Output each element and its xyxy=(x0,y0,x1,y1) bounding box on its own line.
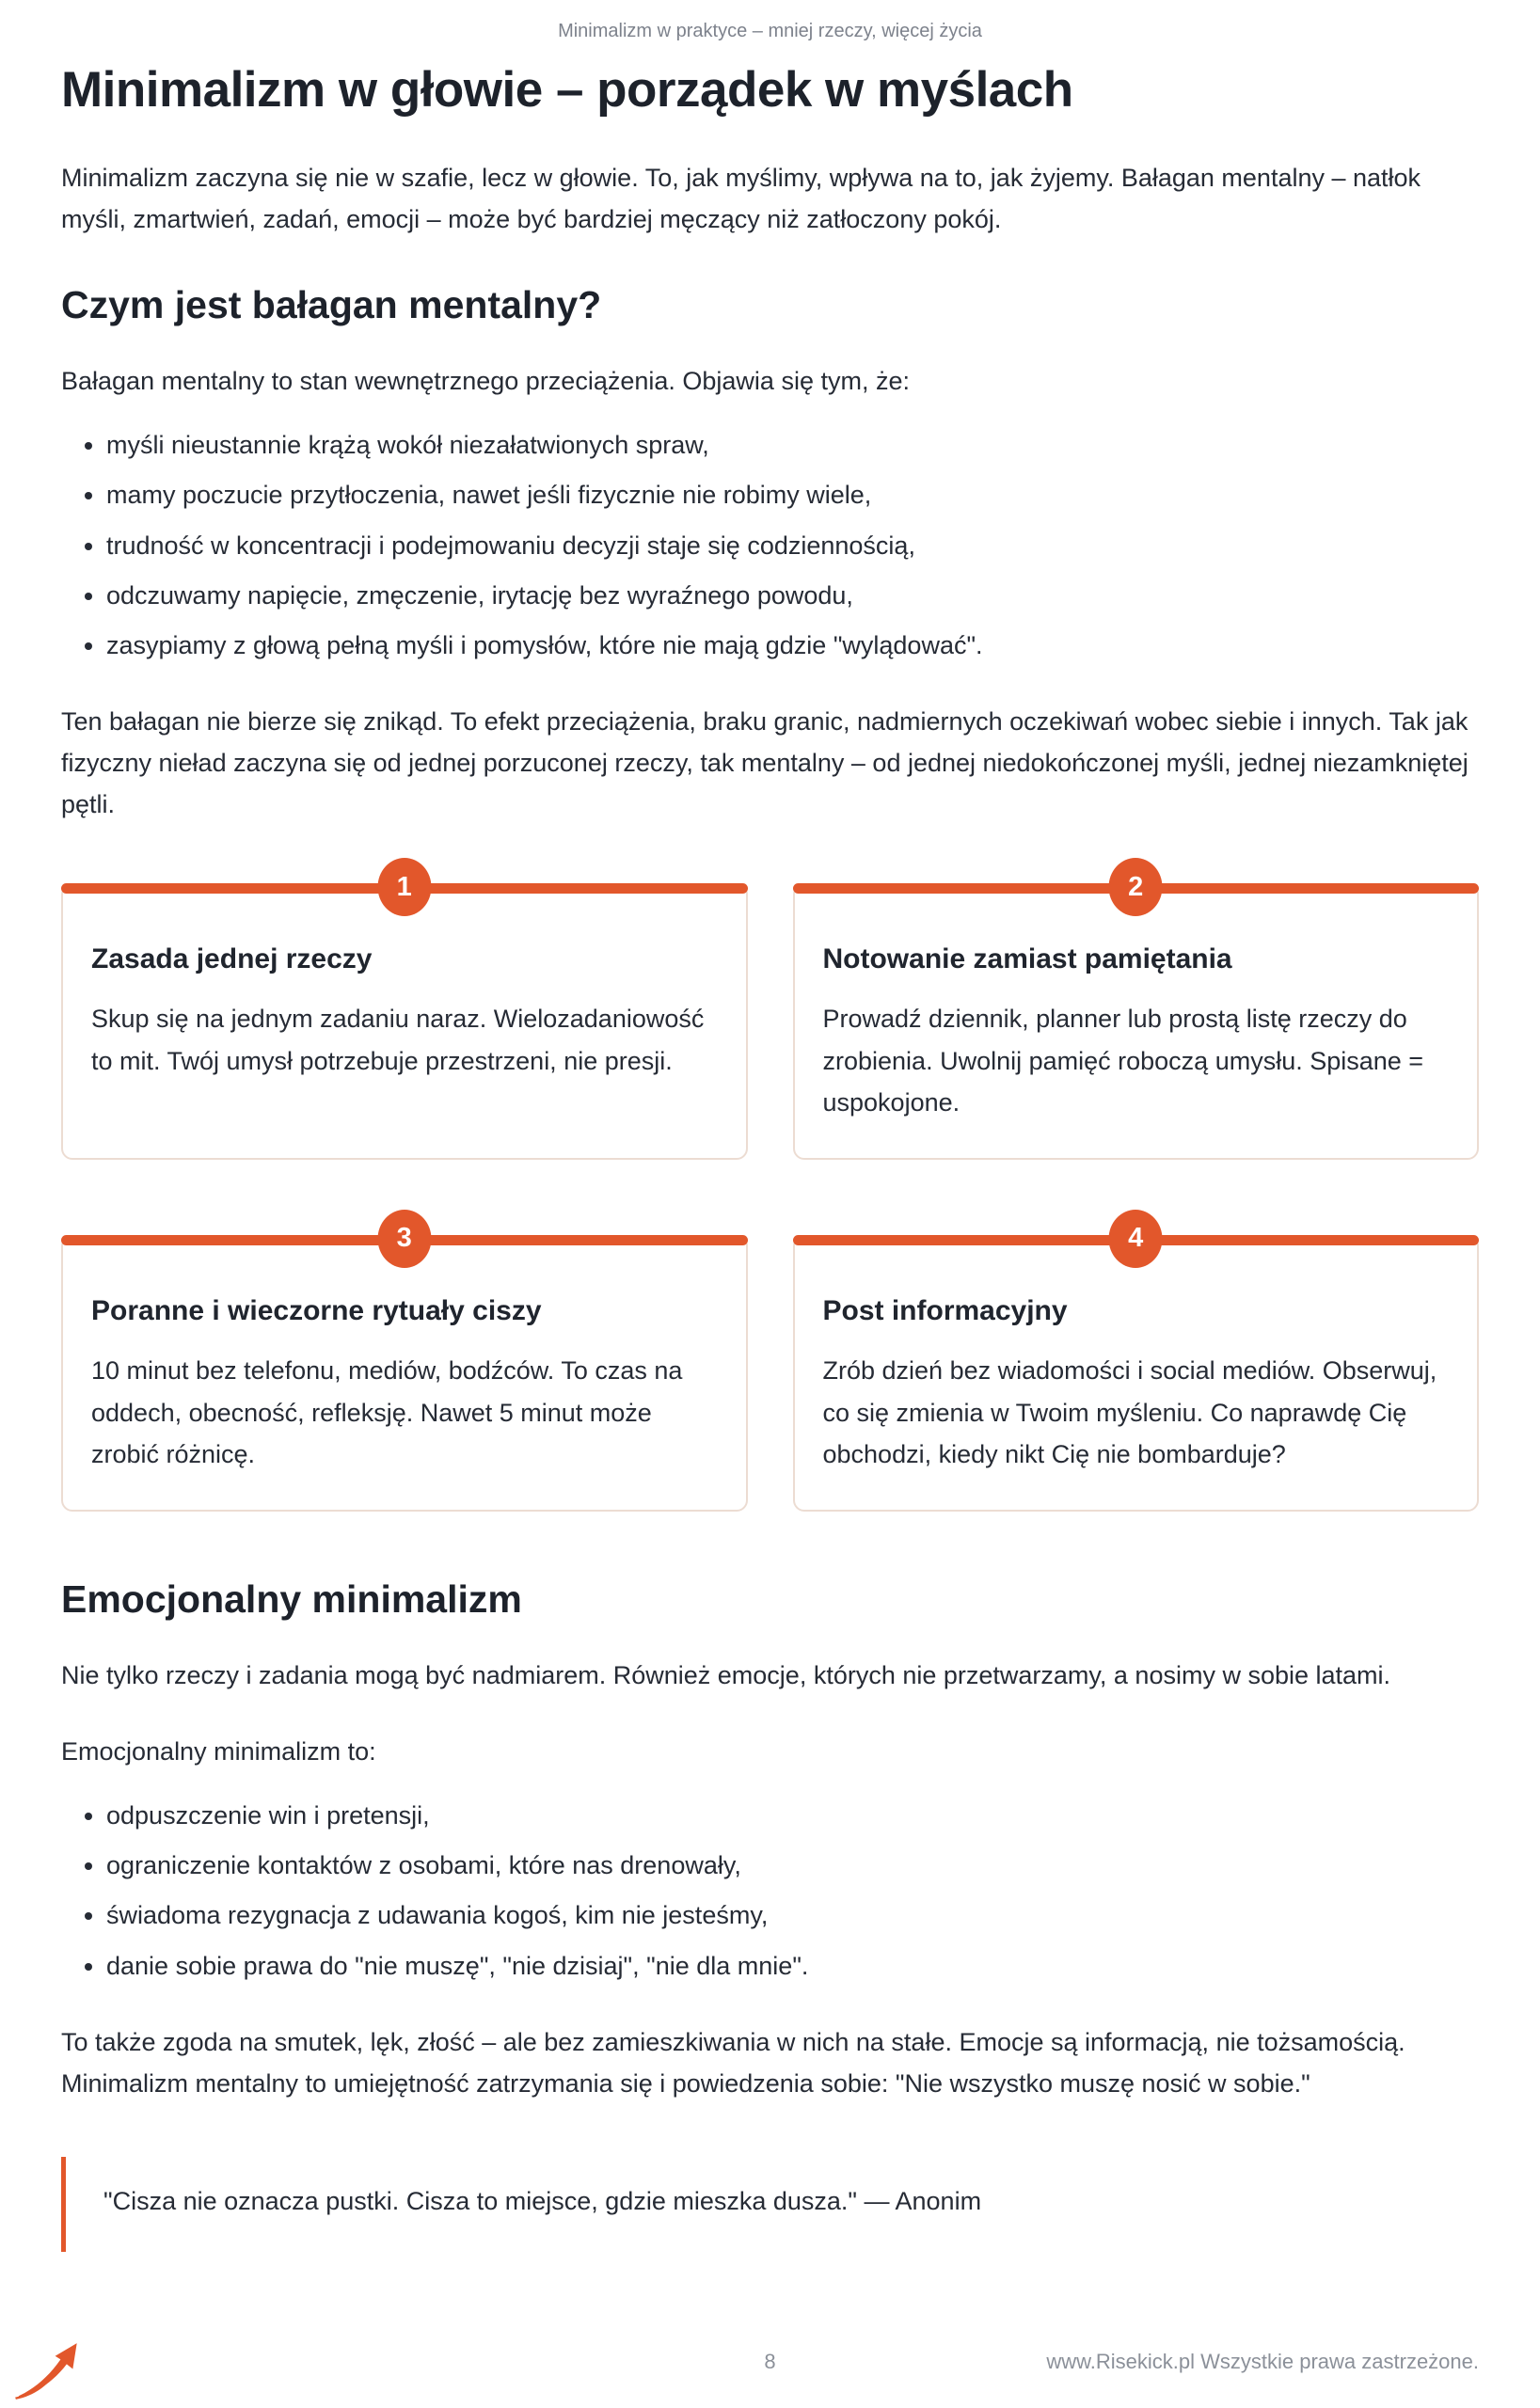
section2-lead2: Emocjonalny minimalizm to: xyxy=(61,1737,376,1766)
list-item: • odpuszczenie win i pretensji, xyxy=(106,1796,1479,1836)
card-title: Notowanie zamiast pamiętania xyxy=(822,943,1232,975)
list-item: • ograniczenie kontaktów z osobami, które nas drenowały, xyxy=(106,1846,1479,1886)
page-number: 8 xyxy=(764,2350,776,2373)
tip-card-1 xyxy=(61,871,748,1160)
page-footer xyxy=(61,2350,1479,2378)
card-title: Poranne i wieczorne rytuały ciszy xyxy=(91,1294,542,1326)
section-heading-emocjonalny: Emocjonalny minimalizm xyxy=(61,1576,522,1621)
intro-paragraph: Minimalizm zaczyna się nie w szafie, lecz w głowie. To, jak myślimy, wpływa na to, jak żyjemy. Bałagan mentalny – natłok myśli, zmartwień, zadań, emocji – może być bardziej męczący niż zatłoczony pokój. xyxy=(61,164,1421,233)
list-item: • świadoma rezygnacja z udawania kogoś, kim nie jesteśmy, xyxy=(106,1895,1479,1936)
running-header: Minimalizm w praktyce – mniej rzeczy, więcej życia xyxy=(558,21,982,41)
section2-outro: To także zgoda na smutek, lęk, złość – ale bez zamieszkiwania w nich na stałe. Emocje są informacją, nie tożsamością. Minimalizm mentalny to umiejętność zatrzymania się i powiedzenia sobie: "Nie wszystko muszę nosić w sobie." xyxy=(61,2027,1405,2098)
copyright-text: www.Risekick.pl Wszystkie prawa zastrzeżone. xyxy=(1046,2350,1479,2373)
card-number-badge: 2 xyxy=(1109,858,1163,916)
card-text: 10 minut bez telefonu, mediów, bodźców. To czas na oddech, obecność, refleksję. Nawet 5 minut może zrobić różnicę. xyxy=(91,1355,683,1469)
quote-block: "Cisza nie oznacza pustki. Cisza to miejsce, gdzie mieszka dusza." — Anonim xyxy=(61,2157,1479,2252)
tip-card-3 xyxy=(61,1223,748,1512)
list-item: • myśli nieustannie krążą wokół niezałatwionych spraw, xyxy=(106,425,1479,466)
section1-lead: Bałagan mentalny to stan wewnętrznego przeciążenia. Objawia się tym, że: xyxy=(61,367,910,396)
section1-bullet-list xyxy=(61,425,1479,666)
list-item: • trudność w koncentracji i podejmowaniu decyzji staje się codziennością, xyxy=(106,526,1479,566)
card-text: Prowadź dziennik, planner lub prostą listę rzeczy do zrobienia. Uwolnij pamięć roboczą umysłu. Spisane = uspokojone. xyxy=(822,1005,1424,1117)
tip-card-4 xyxy=(793,1223,1480,1512)
section1-outro: Ten bałagan nie bierze się znikąd. To efekt przeciążenia, braku granic, nadmiernych oczekiwań wobec siebie i innych. Tak jak fizyczny nieład zaczyna się od jednej porzuconej rzeczy, tak mentalny – od jednej niedokończonej myśli, jednej niezamkniętej pętli. xyxy=(61,707,1469,818)
card-number-badge: 4 xyxy=(1109,1210,1163,1268)
risekick-logo-arrow-icon xyxy=(13,2333,81,2402)
section-heading-balagan: Czym jest bałagan mentalny? xyxy=(61,283,602,327)
card-text: Zrób dzień bez wiadomości i social mediów. Obserwuj, co się zmienia w Twoim myśleniu. Co naprawdę Cię obchodzi, kiedy nikt Cię nie bombarduje? xyxy=(822,1355,1437,1469)
tips-card-grid xyxy=(61,871,1479,1511)
list-item: • zasypiamy z głową pełną myśli i pomysłów, które nie mają gdzie "wylądować". xyxy=(106,626,1479,666)
card-number-badge: 1 xyxy=(377,858,431,916)
section2-bullet-list xyxy=(61,1796,1479,1987)
card-number-badge: 3 xyxy=(377,1210,431,1268)
list-item: • danie sobie prawa do "nie muszę", "nie dzisiaj", "nie dla mnie". xyxy=(106,1946,1479,1987)
card-title: Post informacyjny xyxy=(822,1294,1068,1326)
page-title: Minimalizm w głowie – porządek w myślach xyxy=(61,62,1073,118)
card-text: Skup się na jednym zadaniu naraz. Wielozadaniowość to mit. Twój umysł potrzebuje przestrzeni, nie presji. xyxy=(91,1005,705,1075)
section2-lead1: Nie tylko rzeczy i zadania mogą być nadmiarem. Również emocje, których nie przetwarzamy, a nosimy w sobie latami. xyxy=(61,1660,1391,1689)
list-item: • mamy poczucie przytłoczenia, nawet jeśli fizycznie nie robimy wiele, xyxy=(106,475,1479,515)
card-title: Zasada jednej rzeczy xyxy=(91,943,373,975)
list-item: • odczuwamy napięcie, zmęczenie, irytację bez wyraźnego powodu, xyxy=(106,576,1479,616)
tip-card-2 xyxy=(793,871,1480,1160)
